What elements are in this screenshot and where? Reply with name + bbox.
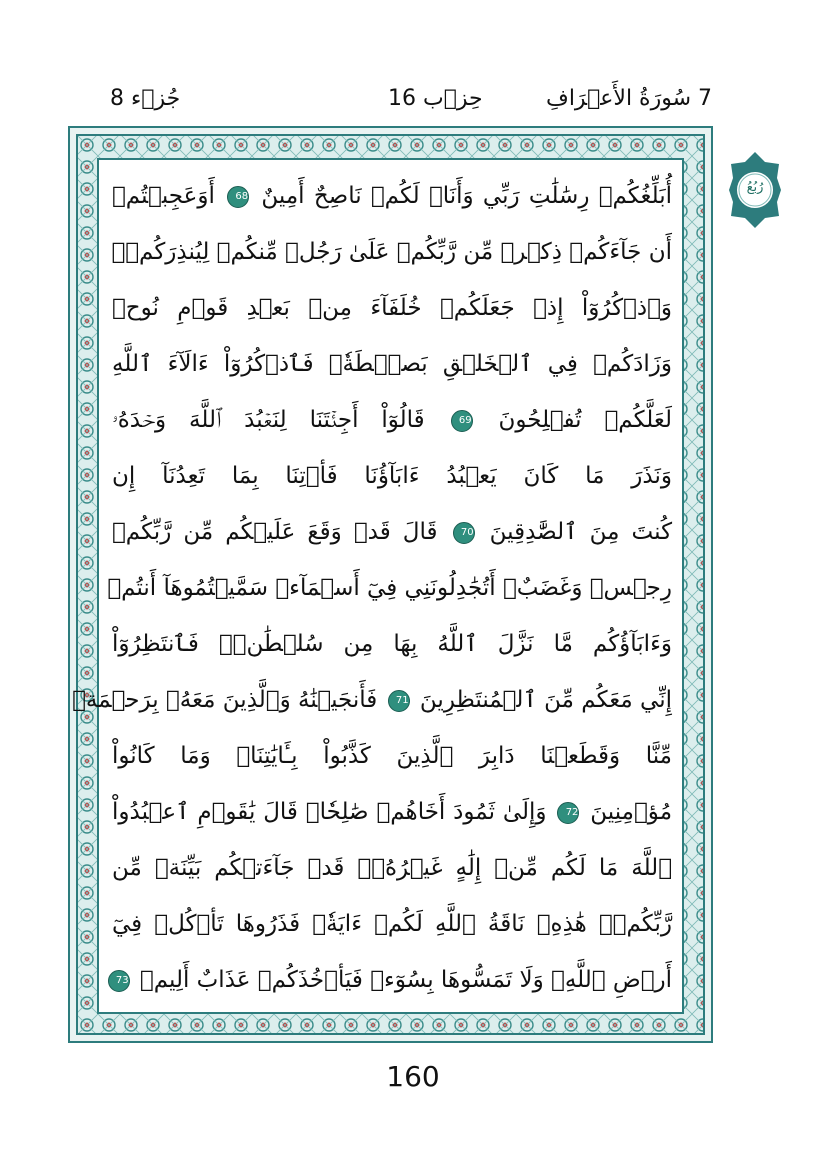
verse-text: لَعَلَّكُمۡ تُفۡلِحُونَ xyxy=(498,407,673,433)
verse-text: إِنِّي مَعَكُم مِّنَ ٱلۡمُنتَظِرِينَ xyxy=(419,687,672,713)
juz-label: جُزۡء 8 xyxy=(110,86,181,111)
verse-text: أُبَلِّغُكُمۡ رِسَٰلَٰتِ رَبِّي وَأَنَا۠ لَكُمۡ نَاصِحٌ أَمِينٌ xyxy=(261,183,673,209)
verse-text: وَنَذَرَ مَا كَانَ يَعۡبُدُ ءَابَآؤُنَا فَأۡتِنَا بِمَا تَعِدُنَآ إِن xyxy=(112,463,672,489)
text-line xyxy=(112,730,672,782)
verse-text: قَالَ قَدۡ وَقَعَ عَلَيۡكُم مِّن رَّبِّكُمۡ xyxy=(112,519,438,545)
verse-text: رَّبِّكُمۡۖ هَٰذِهِۦ نَاقَةُ ٱللَّهِ لَكُمۡ ءَايَةٗۖ فَذَرُوهَا تَأۡكُلۡ فِيٓ xyxy=(112,911,672,937)
text-line xyxy=(112,282,672,334)
verse-text: ٱللَّهَ مَا لَكُم مِّنۡ إِلَٰهٍ غَيۡرُهُۥۖ قَدۡ جَآءَتۡكُم بَيِّنَةٞ مِّن xyxy=(112,855,672,881)
text-line xyxy=(112,786,672,838)
verse-text: وَٱذۡكُرُوٓاْ إِذۡ جَعَلَكُمۡ خُلَفَآءَ مِنۢ بَعۡدِ قَوۡمِ نُوحٖ xyxy=(112,295,672,321)
verse-text: مُؤۡمِنِينَ xyxy=(590,799,673,825)
ayah-number-marker: 69 xyxy=(451,410,473,432)
ayah-number-marker: 71 xyxy=(388,690,410,712)
verse-text: وَءَابَآؤُكُم مَّا نَزَّلَ ٱللَّهُ بِهَا مِن سُلۡطَٰنٖۚ فَٱنتَظِرُوٓاْ xyxy=(112,631,672,657)
rub-marker xyxy=(727,150,783,230)
verse-text: أَوَعَجِبۡتُمۡ xyxy=(112,183,215,209)
text-line xyxy=(112,450,672,502)
text-line xyxy=(107,562,672,614)
verse-text: مِّنَّا وَقَطَعۡنَا دَابِرَ ٱلَّذِينَ كَذَّبُواْ بِـَٔايَٰتِنَاۖ وَمَا كَانُواْ xyxy=(112,743,672,769)
verse-text: كُنتَ مِنَ ٱلصَّٰدِقِينَ xyxy=(489,519,673,545)
hizb-label: حِزۡب 16 xyxy=(388,86,483,111)
text-line xyxy=(112,618,672,670)
ayah-number-marker: 70 xyxy=(453,522,475,544)
verse-text: أَرۡضِ ٱللَّهِۖ وَلَا تَمَسُّوهَا بِسُوٓءٖ فَيَأۡخُذَكُمۡ عَذَابٌ أَلِيمٞ xyxy=(139,967,672,993)
verse-text: وَزَادَكُمۡ فِي ٱلۡخَلۡقِ بَصۜۡطَةٗۖ فَٱذۡكُرُوٓاْ ءَالَآءَ ٱللَّهِ xyxy=(112,351,672,377)
text-line xyxy=(112,842,672,894)
text-line xyxy=(112,954,672,1006)
text-line xyxy=(112,506,672,558)
text-line xyxy=(112,338,672,390)
quran-text xyxy=(72,170,673,1010)
text-line xyxy=(112,394,672,446)
rub-marker-label: رُبُعُ xyxy=(746,180,764,195)
ayah-number-marker: 68 xyxy=(227,186,249,208)
surah-label: 7 سُورَةُ الأَعۡرَافِ xyxy=(546,86,712,111)
page-header xyxy=(70,86,712,126)
verse-text: فَأَنجَيۡنَٰهُ وَٱلَّذِينَ مَعَهُۥ بِرَحۡمَةٖ xyxy=(72,687,378,713)
ayah-number-marker: 72 xyxy=(557,802,579,824)
page-number: 160 xyxy=(386,1060,440,1093)
verse-text: وَإِلَىٰ ثَمُودَ أَخَاهُمۡ صَٰلِحٗاۚ قَالَ يَٰقَوۡمِ ٱعۡبُدُواْ xyxy=(112,799,547,825)
verse-text: قَالُوٓاْ أَجِئۡتَنَا لِنَعۡبُدَ ٱللَّهَ وَحۡدَهُۥ xyxy=(112,407,425,433)
text-line xyxy=(112,170,672,222)
verse-text: رِجۡسٞ وَغَضَبٌۖ أَتُجَٰدِلُونَنِي فِيٓ أَسۡمَآءٖ سَمَّيۡتُمُوهَآ أَنتُمۡ xyxy=(107,575,672,601)
text-line xyxy=(112,226,672,278)
text-line xyxy=(72,674,672,726)
ayah-number-marker: 73 xyxy=(108,970,130,992)
verse-text: أَن جَآءَكُمۡ ذِكۡرٞ مِّن رَّبِّكُمۡ عَلَىٰ رَجُلٖ مِّنكُمۡ لِيُنذِرَكُمۡۚ xyxy=(111,239,672,265)
text-line xyxy=(112,898,672,950)
